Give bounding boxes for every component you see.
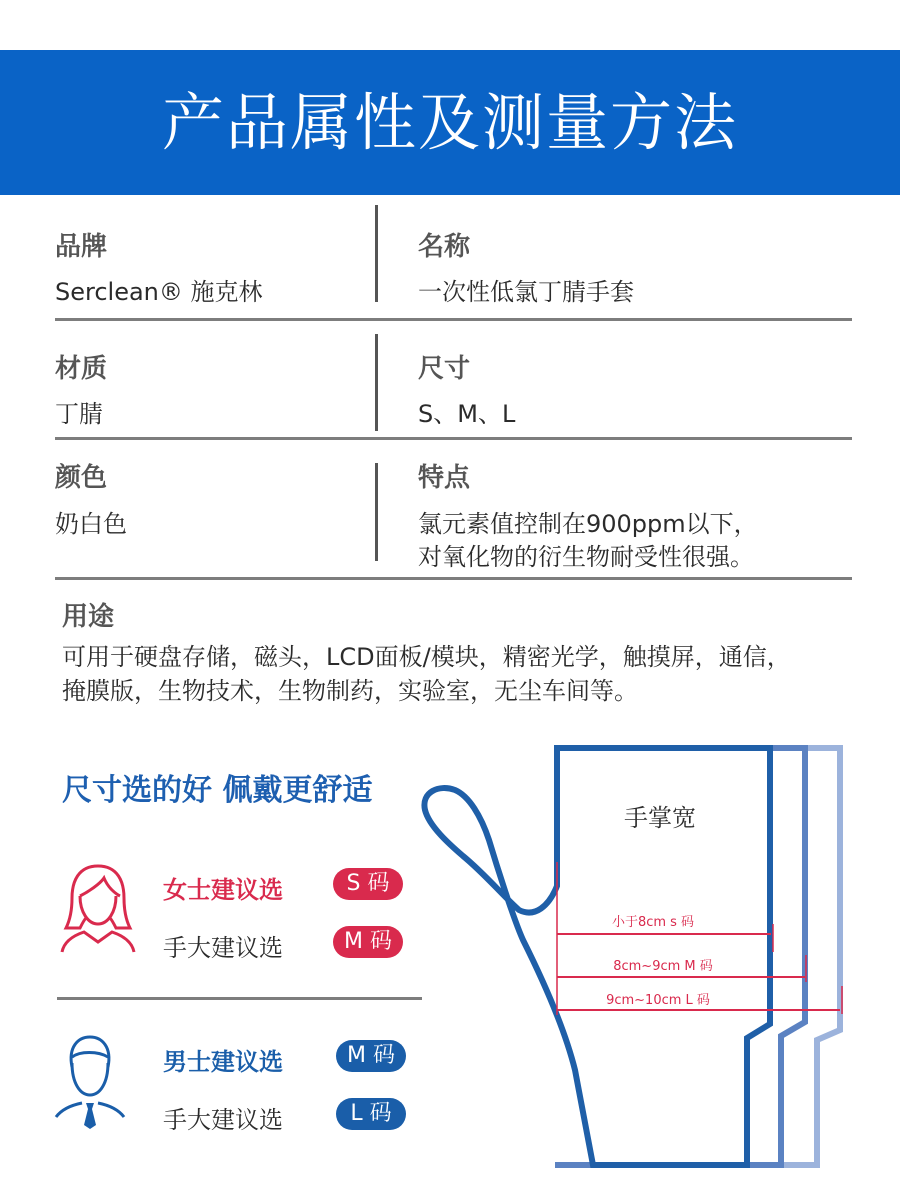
section-divider bbox=[57, 997, 422, 1000]
header-banner bbox=[0, 50, 900, 195]
material-value: 丁腈 bbox=[55, 400, 103, 428]
usage-line-2: 掩膜版，生物技术，生物制药，实验室，无尘车间等。 bbox=[62, 677, 638, 705]
features-label: 特点 bbox=[418, 463, 471, 493]
glove-diagram bbox=[415, 740, 855, 1180]
column-divider bbox=[375, 205, 378, 302]
measure-label-s: 小于8cm s 码 bbox=[611, 915, 695, 930]
women-large-hand-text: 手大建议选 bbox=[163, 934, 283, 962]
man-icon bbox=[54, 1033, 126, 1129]
color-label: 颜色 bbox=[55, 463, 108, 493]
column-divider bbox=[375, 463, 378, 561]
women-size-badge-m: M 码 bbox=[333, 926, 403, 958]
features-line-2: 对氧化物的衍生物耐受性很强。 bbox=[418, 543, 754, 571]
size-label: 尺寸 bbox=[418, 354, 471, 384]
men-large-hand-text: 手大建议选 bbox=[163, 1106, 283, 1134]
row-divider bbox=[55, 437, 852, 440]
women-size-badge-s: S 码 bbox=[333, 868, 403, 900]
page-title: 产品属性及测量方法 bbox=[161, 86, 738, 159]
material-label: 材质 bbox=[55, 354, 108, 384]
row-divider bbox=[55, 577, 852, 580]
measure-label-m: 8cm~9cm M 码 bbox=[613, 959, 713, 974]
palm-width-label: 手掌宽 bbox=[624, 804, 696, 832]
brand-label: 品牌 bbox=[55, 232, 108, 262]
name-value: 一次性低氯丁腈手套 bbox=[418, 278, 634, 306]
sizing-slogan: 尺寸选的好 佩戴更舒适 bbox=[62, 773, 373, 808]
usage-line-1: 可用于硬盘存储，磁头，LCD面板/模块，精密光学，触摸屏，通信， bbox=[62, 643, 791, 671]
usage-label: 用途 bbox=[62, 602, 115, 632]
features-line-1: 氯元素值控制在900ppm以下， bbox=[418, 510, 758, 538]
name-label: 名称 bbox=[418, 232, 471, 262]
men-title: 男士建议选 bbox=[163, 1048, 283, 1076]
glove-outline-small bbox=[424, 748, 770, 1165]
row-divider bbox=[55, 318, 852, 321]
woman-icon bbox=[58, 862, 138, 954]
brand-value: Serclean® 施克林 bbox=[55, 278, 263, 306]
men-size-badge-l: L 码 bbox=[336, 1098, 406, 1130]
glove-outline-large bbox=[555, 748, 840, 1165]
color-value: 奶白色 bbox=[55, 510, 127, 538]
measure-label-l: 9cm~10cm L 码 bbox=[606, 993, 710, 1008]
usage-text bbox=[62, 640, 862, 708]
men-size-badge-m: M 码 bbox=[336, 1040, 406, 1072]
column-divider bbox=[375, 334, 378, 431]
size-value: S、M、L bbox=[418, 400, 516, 428]
women-title: 女士建议选 bbox=[163, 876, 283, 904]
